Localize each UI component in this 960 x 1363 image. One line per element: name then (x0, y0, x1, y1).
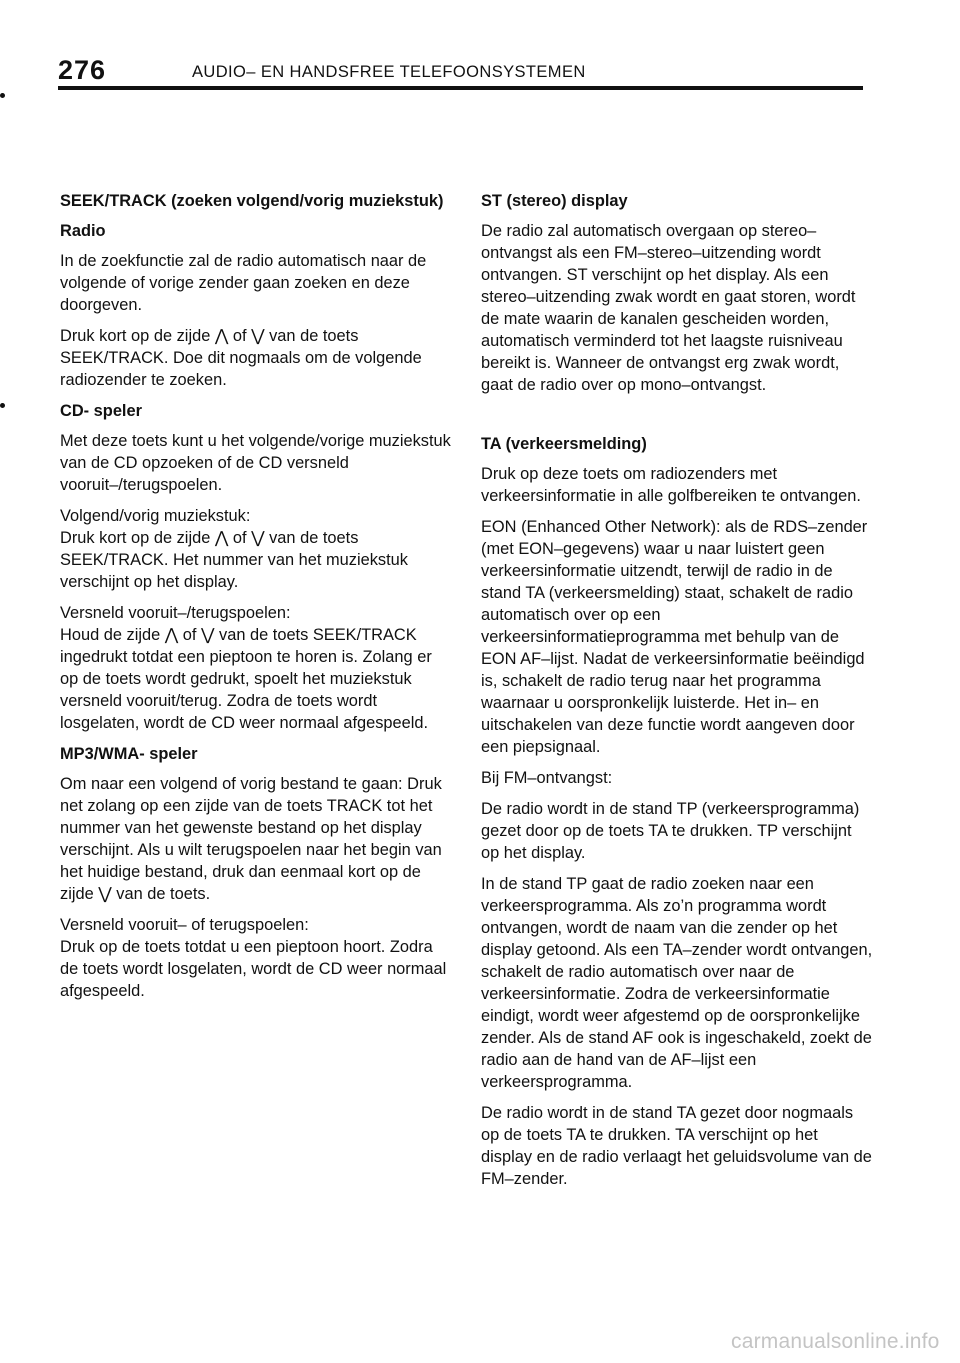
ta-paragraph-2: EON (Enhanced Other Network): als de RDS–zender (met EON–gegevens) waar u naar luistert geen verkeersinformatie uitzendt, terwijl de radio in de stand TA (verkeersmelding) staat, schakelt de radio automatisch over op een verkeersinformatieprogramma met behulp van de EON AF–lijst. Nadat de verkeersinformatie beëindigd is, schakelt de radio terug naar het programma waarnaar u oorspronkelijk luisterde. Het in– en uitschakelen van deze functie wordt aangeven door een piepsignaal. (481, 518, 868, 756)
ta-heading: TA (verkeersmelding) (481, 435, 647, 453)
st-paragraph-1: De radio zal automatisch overgaan op stereo–ontvangst als een FM–stereo–uitzending wordt ontvangen. ST verschijnt op het display. Als een stereo–uitzending zwak wordt en gaat storen, wordt de mate waarin de kanalen gescheiden worden, automatisch verminderd tot het laagste ruisniveau bereikt is. Wanneer de ontvangst erg zwak wordt, gaat de radio over op mono–ontvangst. (481, 222, 856, 394)
mp3-paragraph-1: Om naar een volgend of vorig bestand te gaan: Druk net zolang op een zijde van de toets TRACK tot het nummer van het gewenste bestand op het display verschijnt. Als u wilt terugspoelen naar het begin van het huidige bestand, druk dan eenmaal kort op de zijde ⋁ van de toets. (60, 775, 442, 903)
st-stereo-heading: ST (stereo) display (481, 192, 628, 210)
ta-paragraph-6: De radio wordt in de stand TA gezet door nogmaals op de toets TA te drukken. TA verschijnt op het display en de radio verlaagt het geluidsvolume van de FM–zender. (481, 1104, 872, 1188)
left-column (60, 190, 452, 1011)
cd-paragraph-2: Volgend/vorig muziekstuk: Druk kort op de zijde ⋀ of ⋁ van de toets SEEK/TRACK. Het nummer van het muziekstuk verschijnt op het display. (60, 507, 408, 591)
right-column (481, 190, 873, 1199)
margin-mark (0, 93, 5, 98)
radio-heading: Radio (60, 222, 106, 240)
radio-paragraph-1: In de zoekfunctie zal de radio automatisch naar de volgende of vorige zender gaan zoeken en deze doorgeven. (60, 252, 427, 314)
seek-track-heading: SEEK/TRACK (zoeken volgend/vorig muziekstuk) (60, 192, 444, 210)
cd-player-heading: CD- speler (60, 402, 142, 420)
watermark: carmanualsonline.info (731, 1330, 940, 1353)
header-rule (58, 86, 863, 90)
ta-paragraph-3: Bij FM–ontvangst: (481, 769, 613, 787)
page-header-title: AUDIO– EN HANDSFREE TELEFOONSYSTEMEN (192, 63, 586, 81)
margin-mark (0, 403, 5, 408)
page-number: 276 (58, 55, 107, 85)
cd-paragraph-3: Versneld vooruit–/terugspoelen: Houd de zijde ⋀ of ⋁ van de toets SEEK/TRACK ingedrukt totdat een pieptoon te horen is. Zolang er op de toets wordt gedrukt, spoelt het muziekstuk versneld vooruit/terug. Zodra de toets wordt losgelaten, wordt de CD weer normaal afgespeeld. (60, 604, 432, 732)
mp3-wma-heading: MP3/WMA- speler (60, 745, 198, 763)
radio-paragraph-2: Druk kort op de zijde ⋀ of ⋁ van de toets SEEK/TRACK. Doe dit nogmaals om de volgende radiozender te zoeken. (60, 327, 422, 389)
ta-paragraph-1: Druk op deze toets om radiozenders met verkeersinformatie in alle golfbereiken te ontvangen. (481, 465, 861, 505)
ta-paragraph-5: In de stand TP gaat de radio zoeken naar een verkeersprogramma. Als zo’n programma wordt ontvangen, wordt de naam van die zender op het display getoond. Als een TA–zender wordt ontvangen, schakelt de radio automatisch over naar de verkeersinformatie. Zodra de verkeersinformatie eindigt, wordt weer afgestemd op de oorspronkelijke zender. Als de stand AF ook is ingeschakeld, zoekt de radio aan de hand van de AF–lijst een verkeersprogramma. (481, 875, 873, 1091)
ta-paragraph-4: De radio wordt in de stand TP (verkeersprogramma) gezet door op de toets TA te drukken. TP verschijnt op het display. (481, 800, 860, 862)
mp3-paragraph-2: Versneld vooruit– of terugspoelen: Druk op de toets totdat u een pieptoon hoort. Zodra de toets wordt losgelaten, wordt de CD weer normaal afgespeeld. (60, 916, 447, 1000)
cd-paragraph-1: Met deze toets kunt u het volgende/vorige muziekstuk van de CD opzoeken of de CD versneld vooruit–/terugspoelen. (60, 432, 451, 494)
